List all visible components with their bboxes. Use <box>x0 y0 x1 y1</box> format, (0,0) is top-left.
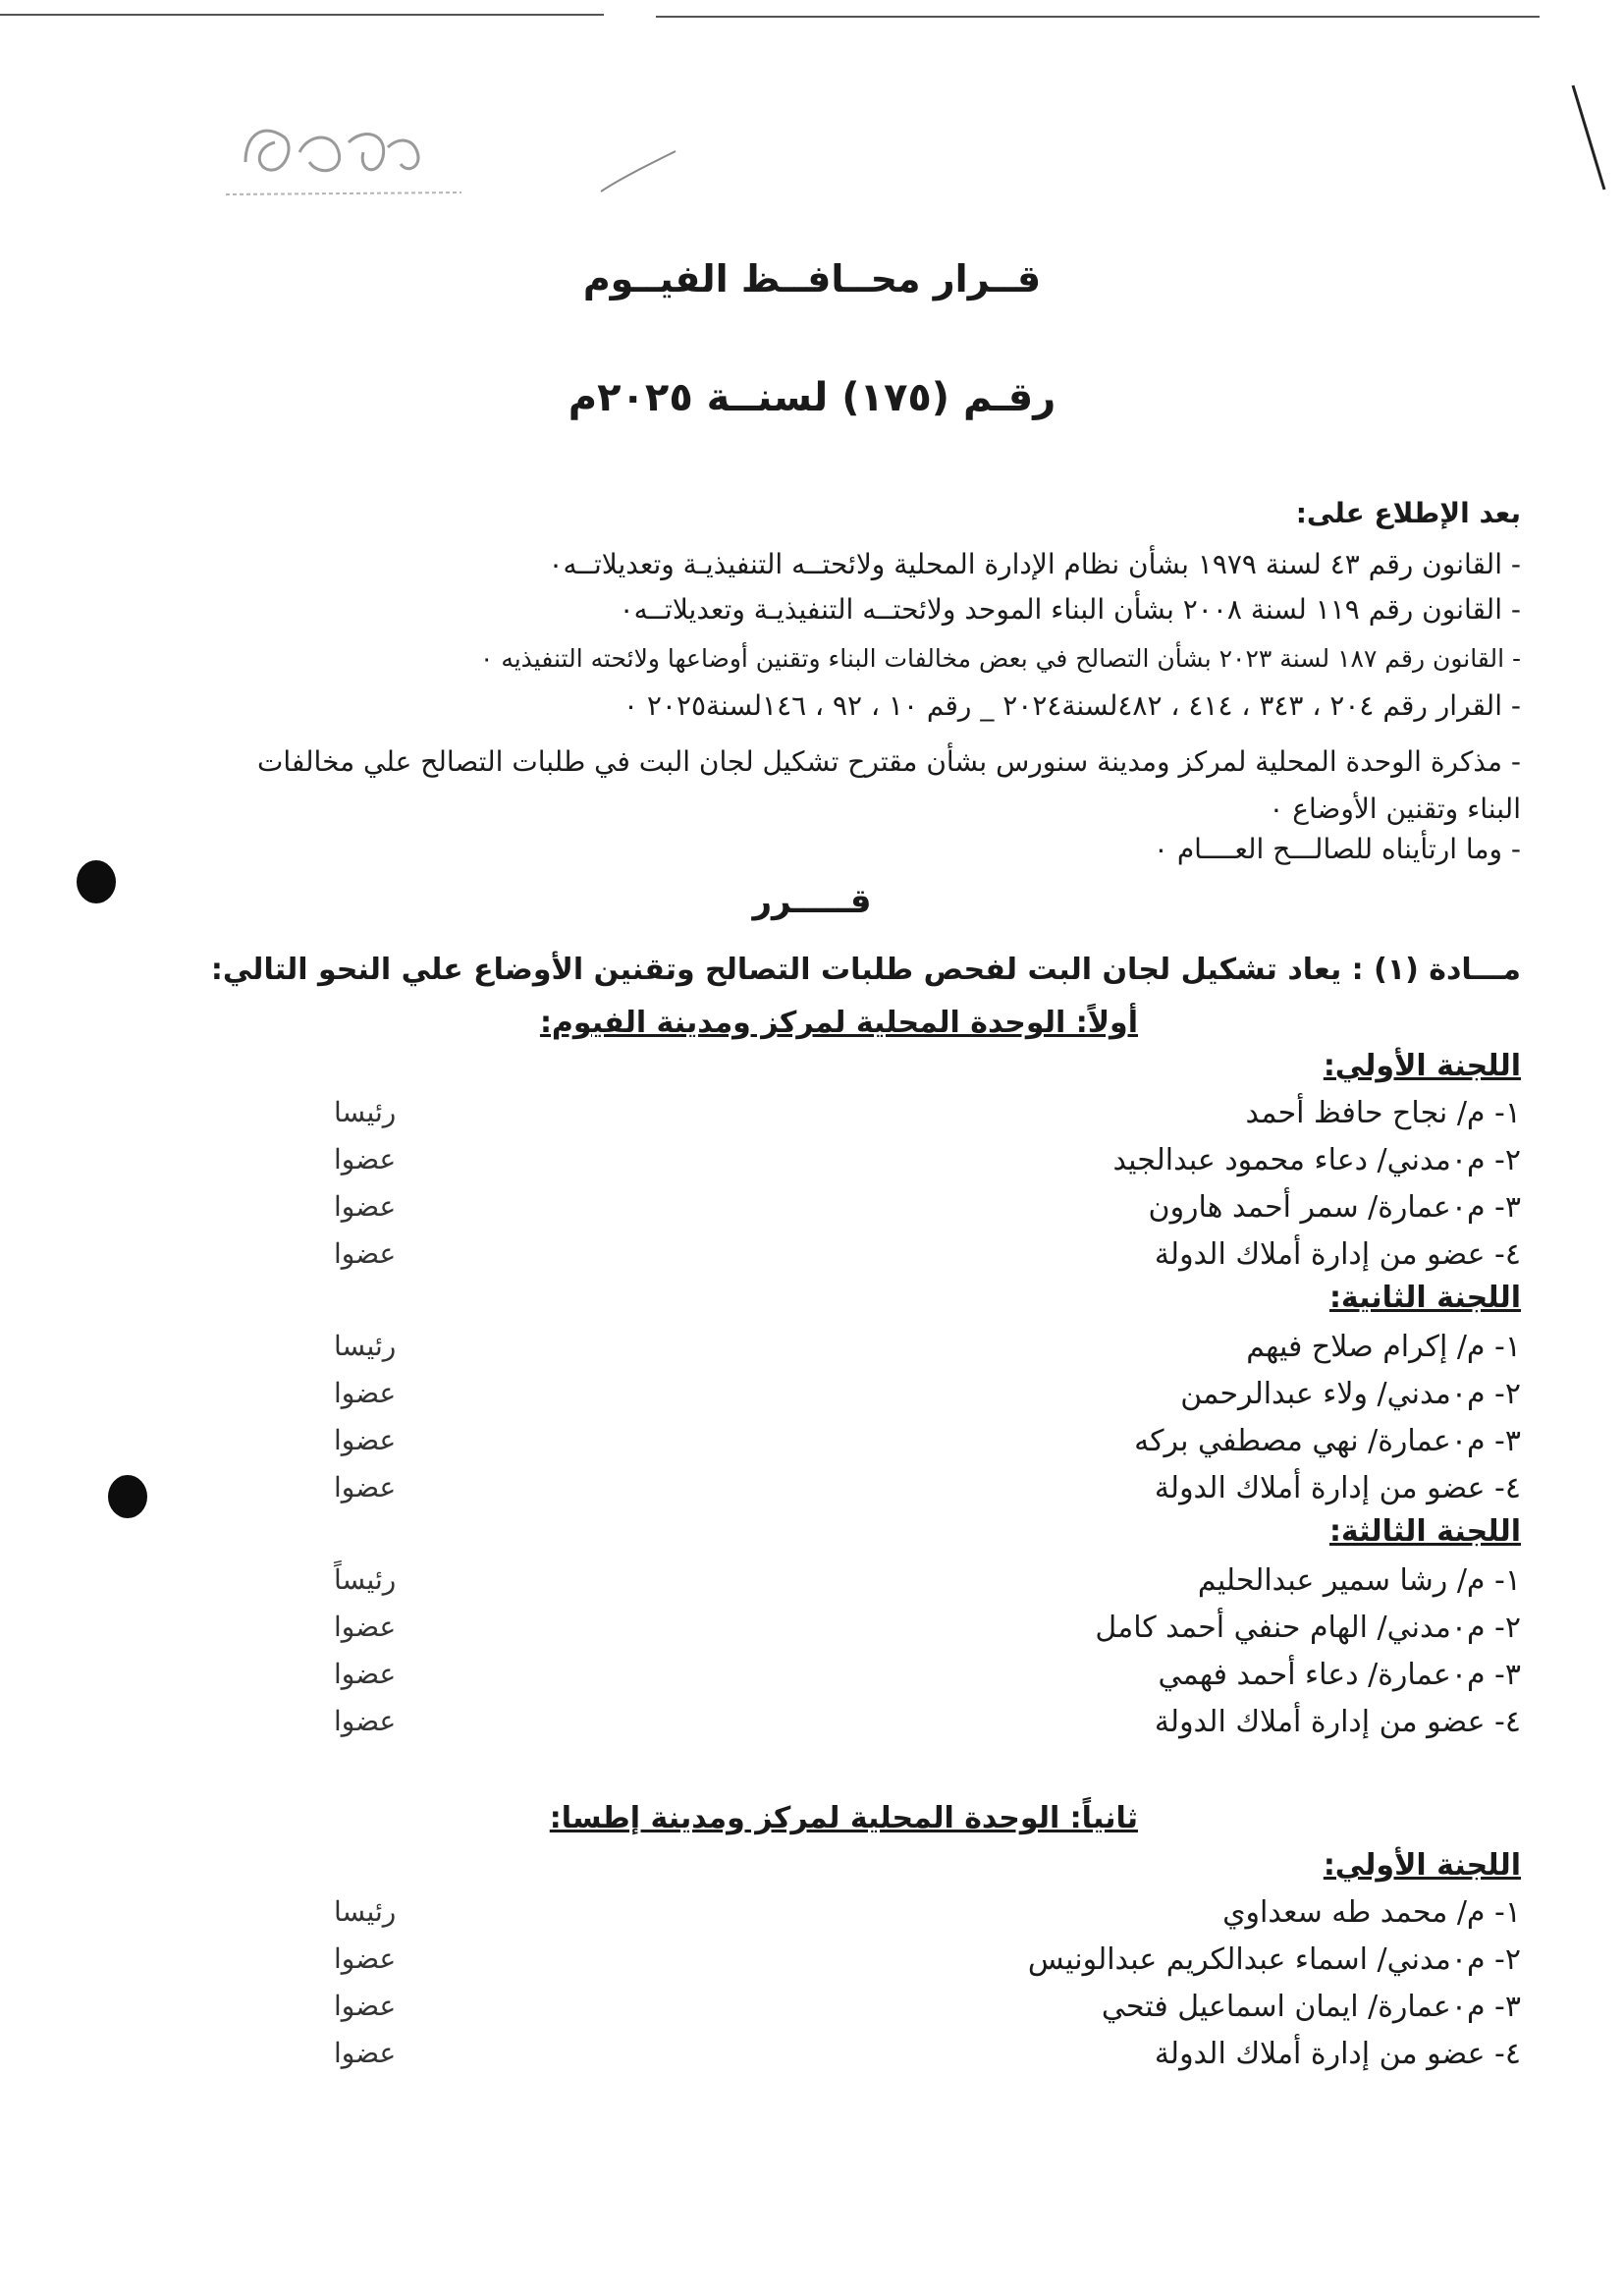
committee-heading: اللجنة الأولي: <box>1323 1049 1521 1083</box>
committee-heading: اللجنة الثانية: <box>1328 1281 1521 1315</box>
committee-member-row <box>334 1237 1521 1281</box>
member-role: رئيسا <box>334 1330 397 1362</box>
member-name: ٢- م٠مدني/ دعاء محمود عبدالجيد <box>1112 1143 1521 1177</box>
member-role: عضوا <box>334 1705 397 1737</box>
member-role: عضوا <box>334 1611 397 1643</box>
section-heading: ثانياً: الوحدة المحلية لمركز ومدينة إطسا: <box>549 1801 1138 1835</box>
article-1: مـــادة (١) : يعاد تشكيل لجان البت لفحص طلبات التصالح وتقنين الأوضاع علي النحو التالي: <box>210 953 1521 987</box>
committee-member-row <box>334 1990 1521 2033</box>
member-name: ١- م/ رشا سمير عبدالحليم <box>1197 1563 1521 1598</box>
preamble-item: - مذكرة الوحدة المحلية لمركز ومدينة سنورس بشأن مقترح تشكيل لجان البت في طلبات التصالح علي مخالفات البناء وتقنين الأوضاع ٠ <box>256 745 1521 825</box>
committee-member-row <box>334 1658 1521 1701</box>
scan-edge-line <box>656 16 1540 18</box>
member-name: ٤- عضو من إدارة أملاك الدولة <box>1154 1705 1521 1739</box>
member-role: عضوا <box>334 1237 397 1270</box>
committee-member-row <box>334 1563 1521 1607</box>
member-role: رئيسا <box>334 1096 397 1128</box>
member-role: رئيسا <box>334 1895 397 1928</box>
member-name: ٤- عضو من إدارة أملاك الدولة <box>1154 2037 1521 2071</box>
committee-member-row <box>334 1143 1521 1186</box>
stamp-logo <box>226 93 461 211</box>
committee-member-row <box>334 2037 1521 2080</box>
member-name: ١- م/ محمد طه سعداوي <box>1222 1895 1521 1930</box>
committee-member-row <box>334 1611 1521 1654</box>
committee-heading: اللجنة الثالثة: <box>1328 1514 1521 1549</box>
scan-edge-line <box>0 14 604 16</box>
preamble-item: - القرار رقم ٢٠٤ ، ٣٤٣ ، ٤١٤ ، ٤٨٢لسنة٢٠٢٤ _ رقم ١٠ ، ٩٢ ، ١٤٦لسنة٢٠٢٥ ٠ <box>623 689 1521 722</box>
member-name: ٢- م٠مدني/ الهام حنفي أحمد كامل <box>1095 1611 1521 1645</box>
member-name: ١- م/ إكرام صلاح فيهم <box>1246 1330 1521 1364</box>
decree-number: رقـم (١٧٥) لسنــة ٢٠٢٥م <box>568 375 1056 420</box>
committee-member-row <box>334 1424 1521 1467</box>
member-role: عضوا <box>334 1190 397 1223</box>
preamble-item: - القانون رقم ٤٣ لسنة ١٩٧٩ بشأن نظام الإدارة المحلية ولائحتــه التنفيذيـة وتعديلاتــه٠ <box>548 548 1521 580</box>
decree-title: قــرار محــافــظ الفيــوم <box>582 257 1042 301</box>
member-role: عضوا <box>334 1143 397 1175</box>
pen-stroke-mark <box>599 147 677 196</box>
committee-member-row <box>334 1096 1521 1139</box>
committee-member-row <box>334 1895 1521 1939</box>
member-name: ٣- م٠عمارة/ سمر أحمد هارون <box>1148 1190 1521 1225</box>
committee-member-row <box>334 1190 1521 1233</box>
member-name: ١- م/ نجاح حافظ أحمد <box>1245 1096 1521 1130</box>
member-role: عضوا <box>334 1942 397 1975</box>
member-name: ٣- م٠عمارة/ ايمان اسماعيل فتحي <box>1101 1990 1521 2024</box>
preamble-item: - وما ارتأيناه للصالـــح العــــام ٠ <box>1153 833 1521 865</box>
committee-heading: اللجنة الأولي: <box>1323 1848 1521 1883</box>
committee-member-row <box>334 1330 1521 1373</box>
member-role: عضوا <box>334 1658 397 1690</box>
decision-heading: قـــــرر <box>752 882 872 921</box>
member-name: ٣- م٠عمارة/ دعاء أحمد فهمي <box>1158 1658 1521 1692</box>
pen-stroke-mark <box>1569 83 1608 191</box>
section-heading: أولاً: الوحدة المحلية لمركز ومدينة الفيوم: <box>539 1006 1138 1040</box>
preamble-item: - القانون رقم ١١٩ لسنة ٢٠٠٨ بشأن البناء الموحد ولائحتــه التنفيذيـة وتعديلاتــه٠ <box>619 593 1521 626</box>
member-name: ٤- عضو من إدارة أملاك الدولة <box>1154 1471 1521 1505</box>
member-role: عضوا <box>334 1990 397 2022</box>
member-role: عضوا <box>334 2037 397 2069</box>
member-role: عضوا <box>334 1471 397 1503</box>
member-name: ٣- م٠عمارة/ نهي مصطفي بركه <box>1134 1424 1521 1458</box>
committee-member-row <box>334 1377 1521 1420</box>
member-role: عضوا <box>334 1377 397 1409</box>
member-role: رئيساً <box>334 1563 397 1596</box>
member-name: ٢- م٠مدني/ اسماء عبدالكريم عبدالونيس <box>1027 1942 1521 1977</box>
committee-member-row <box>334 1471 1521 1514</box>
committee-member-row <box>334 1705 1521 1748</box>
preamble-heading: بعد الإطلاع على: <box>1295 497 1521 529</box>
preamble-item: - القانون رقم ١٨٧ لسنة ٢٠٢٣ بشأن التصالح في بعض مخالفات البناء وتقنين أوضاعها ولائحته التنفيذيه ٠ <box>479 644 1521 673</box>
member-role: عضوا <box>334 1424 397 1456</box>
punch-hole <box>108 1475 147 1518</box>
committee-member-row <box>334 1942 1521 1986</box>
member-name: ٤- عضو من إدارة أملاك الدولة <box>1154 1237 1521 1272</box>
member-name: ٢- م٠مدني/ ولاء عبدالرحمن <box>1180 1377 1521 1411</box>
